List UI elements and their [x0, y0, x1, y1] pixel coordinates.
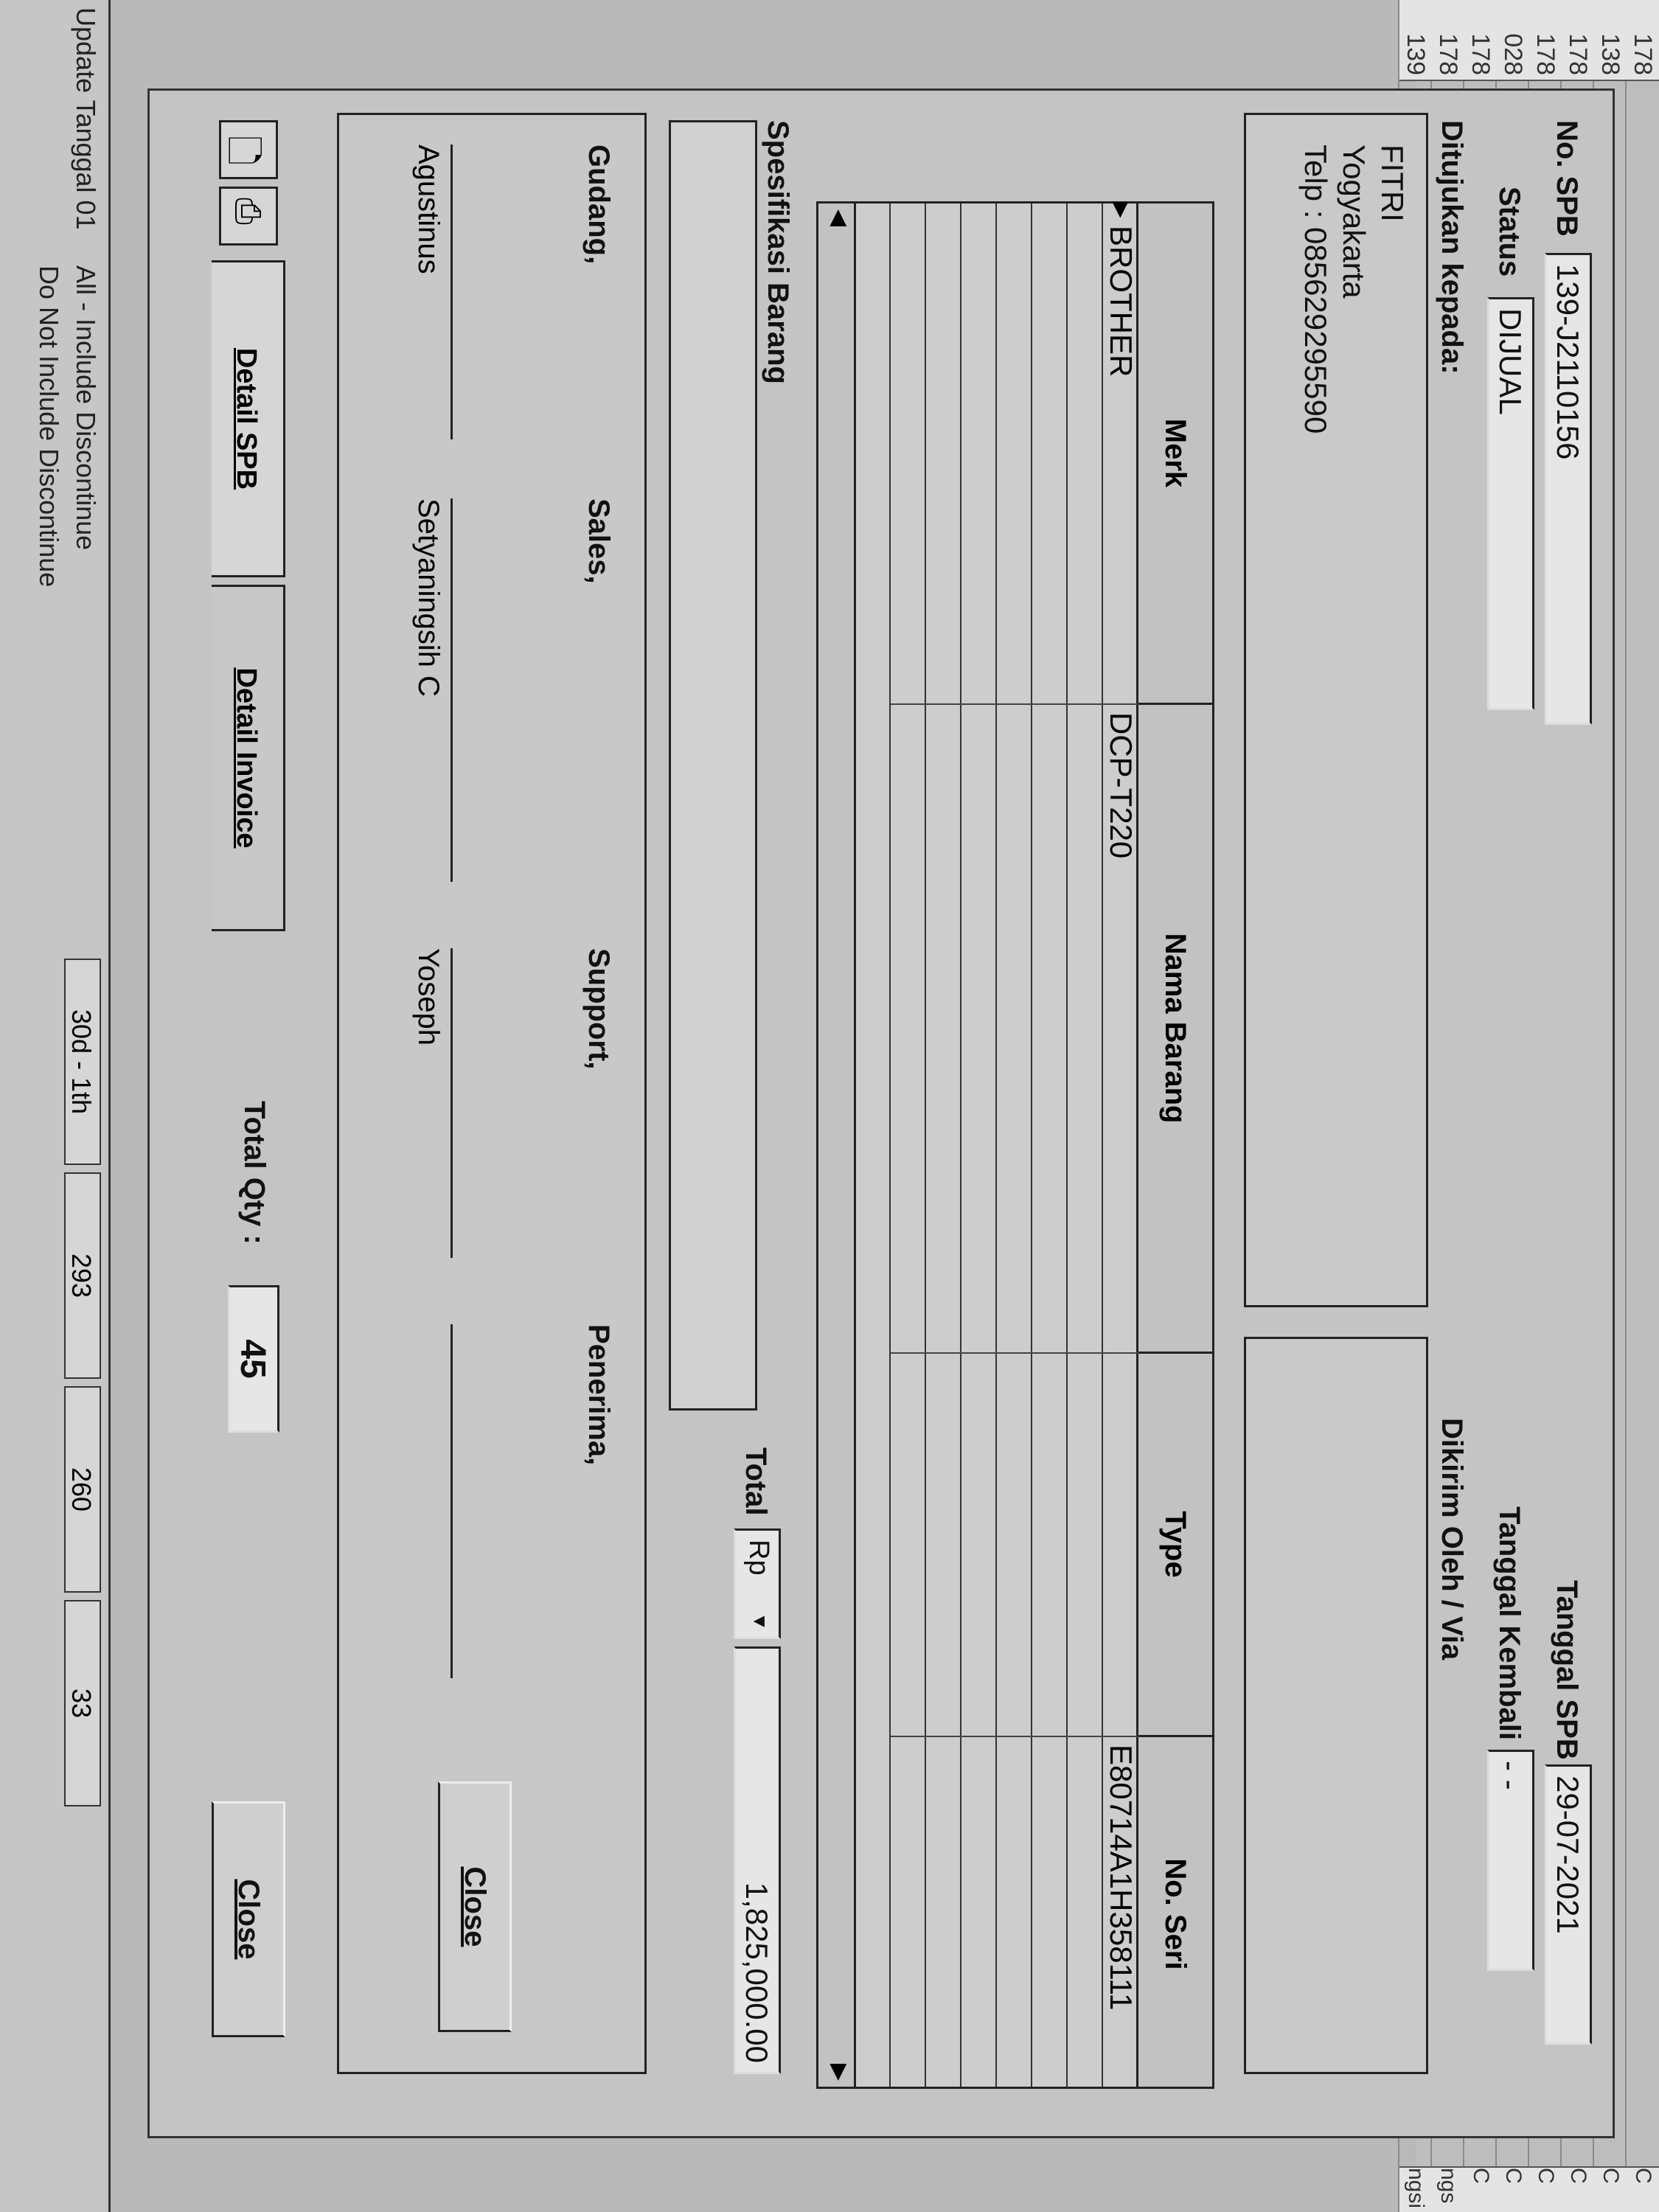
printer-icon[interactable]: ⎙ [219, 187, 278, 246]
table-cell[interactable] [1068, 1354, 1103, 1737]
table-cell[interactable]: BROTHER [1103, 204, 1138, 705]
include-discontinue-option[interactable]: All - Include Discontinue [71, 265, 101, 551]
background-row-id: 178 [1529, 0, 1562, 81]
penerima-label: Penerima, [582, 1324, 615, 1466]
tanggal-kembali-label: Tanggal Kembali [1493, 1506, 1526, 1741]
table-row[interactable] [1031, 204, 1068, 2087]
grid-header [1136, 204, 1212, 2087]
table-cell[interactable] [926, 705, 961, 1354]
background-row-tail: C [1529, 2166, 1562, 2212]
table-cell[interactable] [891, 1737, 926, 2091]
table-cell[interactable]: DCP-T220 [1103, 705, 1138, 1354]
chevron-down-icon: ▼ [749, 1612, 771, 1631]
table-cell[interactable] [961, 705, 997, 1354]
address-line: FITRI [1375, 145, 1410, 222]
background-row-id: 028 [1497, 0, 1529, 81]
row-indicator-icon: ▶ [1110, 202, 1133, 218]
table-cell[interactable] [961, 1737, 997, 2091]
scroll-left-icon[interactable]: ◀ [827, 209, 852, 227]
col-type[interactable]: Type [1138, 1354, 1212, 1737]
col-merk[interactable]: Merk [1138, 204, 1212, 705]
table-cell[interactable] [1068, 204, 1103, 705]
spesifikasi-label: Spesifikasi Barang [762, 120, 794, 384]
table-cell[interactable] [997, 1354, 1032, 1737]
background-row-tail: C [1562, 2166, 1594, 2212]
background-row-tail: C [1627, 2166, 1659, 2212]
support-signature: Yoseph [411, 948, 453, 1258]
total-label: Total [740, 1447, 772, 1516]
background-row-tail: ngs [1432, 2166, 1464, 2212]
background-row-tail: ngsi [1399, 2166, 1432, 2212]
table-cell[interactable] [891, 204, 926, 705]
address-block [1296, 145, 1411, 434]
address-line: Telp : 085629295590 [1298, 145, 1333, 434]
background-status-bar [0, 0, 111, 2212]
table-cell[interactable] [926, 204, 961, 705]
ditujukan-panel [1244, 113, 1428, 1307]
penerima-signature [445, 1324, 453, 1678]
table-cell[interactable] [997, 705, 1032, 1354]
status-label: Status [1493, 187, 1526, 277]
dikirim-panel[interactable] [1244, 1337, 1428, 2074]
table-cell[interactable] [997, 1737, 1032, 2091]
table-cell[interactable] [961, 204, 997, 705]
total-qty-label: Total Qty : [238, 1101, 271, 1245]
scroll-right-icon[interactable]: ▶ [827, 2063, 852, 2081]
new-document-icon[interactable]: 🗋 [219, 120, 278, 179]
background-row-tail: C [1464, 2166, 1497, 2212]
currency-value: Rp [743, 1540, 774, 1576]
background-row-id: 178 [1627, 0, 1659, 81]
sales-signature: Setyaningsih C [411, 498, 453, 882]
total-value: 1,825,000.00 [734, 1646, 781, 2074]
close-button-inner[interactable]: Close [438, 1781, 512, 2032]
table-cell[interactable] [891, 705, 926, 1354]
sales-label: Sales, [582, 498, 615, 584]
table-cell[interactable] [1068, 705, 1103, 1354]
horizontal-scrollbar[interactable] [818, 204, 856, 2087]
gudang-label: Gudang, [582, 145, 615, 265]
table-row[interactable] [889, 204, 926, 2087]
tab-detail-invoice[interactable]: Detail Invoice [212, 585, 285, 931]
update-date-text: Update Tanggal 01 [71, 7, 101, 230]
table-cell[interactable] [926, 1737, 961, 2091]
table-cell[interactable] [961, 1354, 997, 1737]
table-row[interactable] [1102, 204, 1138, 2087]
table-cell[interactable] [1103, 1354, 1138, 1737]
table-cell[interactable] [1032, 1737, 1068, 2091]
exclude-discontinue-option[interactable]: Do Not Include Discontinue [34, 265, 64, 588]
tab-detail-spb[interactable]: Detail SPB [212, 260, 285, 577]
table-cell[interactable] [926, 1354, 961, 1737]
stat-cell-4: 33 [64, 1600, 101, 1806]
dikirim-label: Dikirim Oleh / Via [1436, 1418, 1468, 1660]
currency-select[interactable] [734, 1528, 781, 1639]
col-no-seri[interactable]: No. Seri [1159, 1858, 1192, 1970]
table-cell[interactable] [891, 1354, 926, 1737]
stat-cell-2: 293 [64, 1172, 101, 1379]
ditujukan-label: Ditujukan kepada: [1436, 120, 1468, 375]
stat-cell-1: 30d - 1th [64, 959, 101, 1165]
table-row[interactable] [925, 204, 961, 2087]
background-row-id: 178 [1464, 0, 1497, 81]
background-row-tail: C [1497, 2166, 1529, 2212]
table-cell[interactable] [1032, 204, 1068, 705]
table-cell[interactable] [1032, 705, 1068, 1354]
address-line: Yogyakarta [1337, 145, 1371, 299]
gudang-signature: Agustinus [411, 145, 453, 439]
status-field[interactable]: DIJUAL [1487, 297, 1534, 710]
no-spb-label: No. SPB [1551, 120, 1583, 237]
spb-dialog [147, 88, 1615, 2138]
stat-cell-3: 260 [64, 1386, 101, 1593]
table-row[interactable] [1066, 204, 1103, 2087]
background-row-tail: C [1594, 2166, 1627, 2212]
support-label: Support, [582, 948, 615, 1070]
table-cell[interactable] [1032, 1354, 1068, 1737]
table-cell[interactable]: E80714A1H358111 [1104, 1745, 1138, 2011]
signature-panel [337, 113, 647, 2074]
background-row-id: 178 [1562, 0, 1594, 81]
tanggal-spb-field[interactable]: 29-07-2021 [1545, 1764, 1592, 2045]
spesifikasi-textarea[interactable] [669, 120, 757, 1411]
table-row[interactable] [960, 204, 997, 2087]
table-cell[interactable] [1068, 1737, 1103, 2091]
items-grid[interactable] [816, 201, 1214, 2089]
total-qty-value: 45 [228, 1285, 279, 1433]
background-row-id: 178 [1432, 0, 1464, 81]
background-row-id: 138 [1594, 0, 1627, 81]
tanggal-kembali-field[interactable]: - - [1487, 1750, 1534, 1971]
background-row-id: 139 [1399, 0, 1432, 81]
col-nama-barang[interactable]: Nama Barang [1138, 705, 1212, 1354]
no-spb-field[interactable]: 139-J2110156 [1545, 253, 1592, 725]
background-row [1625, 0, 1659, 2212]
close-button-outer[interactable]: Close [212, 1801, 285, 2037]
table-cell[interactable] [997, 204, 1032, 705]
tanggal-spb-label: Tanggal SPB [1551, 1580, 1583, 1760]
table-row[interactable] [995, 204, 1032, 2087]
